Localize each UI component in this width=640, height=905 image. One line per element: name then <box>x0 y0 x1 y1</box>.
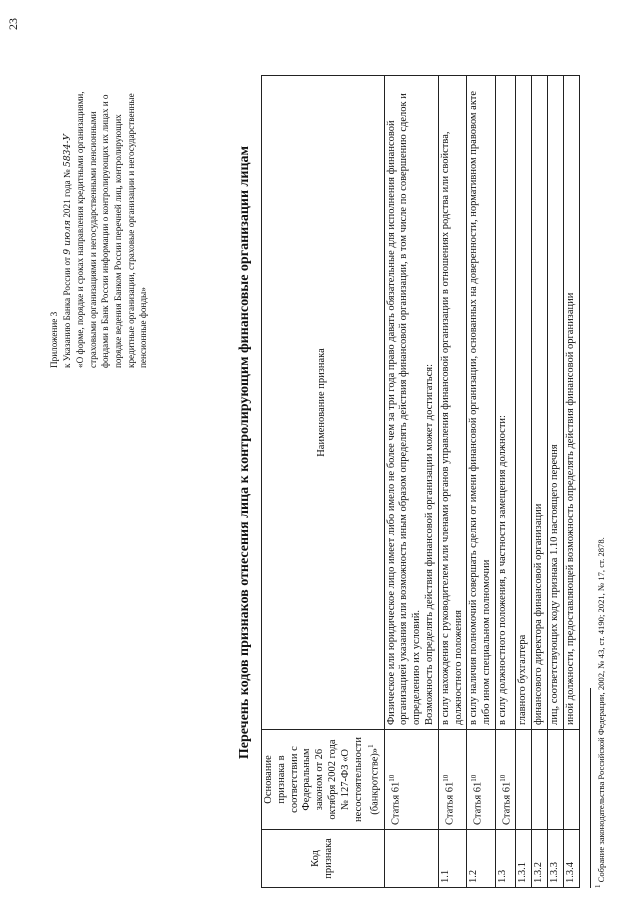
cell-code: 1.2 <box>467 830 496 888</box>
table-body <box>384 76 579 888</box>
appendix-reference-middle: 2021 года № <box>61 167 72 220</box>
cell-basis <box>516 730 532 830</box>
cell-code: 1.3.4 <box>563 830 579 888</box>
table-row <box>384 76 438 888</box>
cell-code: 1.3.1 <box>516 830 532 888</box>
handwritten-number: 5834-У <box>61 133 73 168</box>
header-basis <box>262 730 385 830</box>
header-basis-text: Основание признака в соответствии с Федеральным законом от 26 октября 2002 года № 127-ФЗ «О несостоятельности (банкротстве)» <box>263 737 381 822</box>
cell-basis <box>467 730 496 830</box>
cell-name: финансового директора финансовой организации <box>532 76 548 730</box>
footnote-marker: 1 <box>594 884 602 888</box>
cell-code <box>384 830 438 888</box>
cell-basis-superscript: 10 <box>499 774 508 782</box>
cell-basis-superscript: 10 <box>470 774 479 782</box>
cell-basis-superscript: 10 <box>441 774 450 782</box>
cell-basis <box>547 730 563 830</box>
appendix-header <box>48 76 150 368</box>
cell-basis-text: Статья 61 <box>472 781 484 825</box>
appendix-title: Приложение 3 <box>49 311 59 368</box>
cell-code: 1.1 <box>438 830 467 888</box>
cell-basis-text: Статья 61 <box>390 781 402 825</box>
footnote-divider <box>590 688 591 888</box>
cell-code: 1.3.2 <box>532 830 548 888</box>
header-name: Наименование признака <box>262 76 385 730</box>
footnote-text: Собрание законодательства Российской Федерации, 2002, № 43, ст. 4190; 2021, № 17, ст. 2878. <box>595 537 606 885</box>
appendix-reference <box>61 76 75 368</box>
header-code: Код признака <box>262 830 385 888</box>
cell-basis <box>496 730 516 830</box>
table-row <box>438 76 467 888</box>
table-header-row <box>262 76 385 888</box>
handwritten-date: 9 июля <box>61 219 73 255</box>
cell-name: иной должности, предоставляющей возможность определять действия финансовой организации <box>563 76 579 730</box>
cell-name: Физическое или юридическое лицо имеет либо имело не более чем за три года право давать обязательные для исполнения финансовой организацией указания или возможность иным образом определять действия финансовой организации, в том числе по совершению сделок и определению их условий. Возможность определять действия финансовой организации может достигаться: <box>384 76 438 730</box>
cell-basis-text: Статья 61 <box>501 781 513 825</box>
cell-basis <box>438 730 467 830</box>
cell-name: лиц, соответствующих коду признака 1.10 настоящего перечня <box>547 76 563 730</box>
table-row <box>516 76 532 888</box>
header-basis-footnote: 1 <box>367 744 376 748</box>
cell-basis <box>384 730 438 830</box>
cell-name: в силу наличия полномочий совершать сделки от имени финансовой организации, основанных на доверенности, нормативном правовом акте либо ином специальном полномочии <box>467 76 496 730</box>
appendix-body: «О форме, порядке и сроках направления кредитными организациями, страховыми организациями и негосударственными пенсионными фондами в Банк России информации о контролирующих их лицах и о порядке ведения Банком России перечней лиц, контролирующих кредитные организации, страховые организации и негосударственные пенсионные фонды» <box>75 91 149 368</box>
page-number: 23 <box>6 18 20 30</box>
codes-table <box>261 75 580 888</box>
cell-basis <box>563 730 579 830</box>
cell-name: в силу должностного положения, в частности замещения должности: <box>496 76 516 730</box>
table-row <box>563 76 579 888</box>
cell-basis-text: Статья 61 <box>444 781 456 825</box>
appendix-reference-prefix: к Указанию Банка России от <box>61 254 72 368</box>
table-row <box>467 76 496 888</box>
table-row <box>532 76 548 888</box>
cell-basis <box>532 730 548 830</box>
footnote <box>594 537 606 888</box>
cell-name: в силу нахождения с руководителем или членами органов управления финансовой организации в отношениях родства или свойства, должностного положения <box>438 76 467 730</box>
table-row <box>547 76 563 888</box>
cell-code: 1.3.3 <box>547 830 563 888</box>
cell-basis-superscript: 10 <box>387 774 396 782</box>
table-row <box>496 76 516 888</box>
cell-name: главного бухгалтера <box>516 76 532 730</box>
document-title: Перечень кодов признаков отнесения лица к контролирующим финансовые организации лицам <box>237 145 252 760</box>
cell-code: 1.3 <box>496 830 516 888</box>
